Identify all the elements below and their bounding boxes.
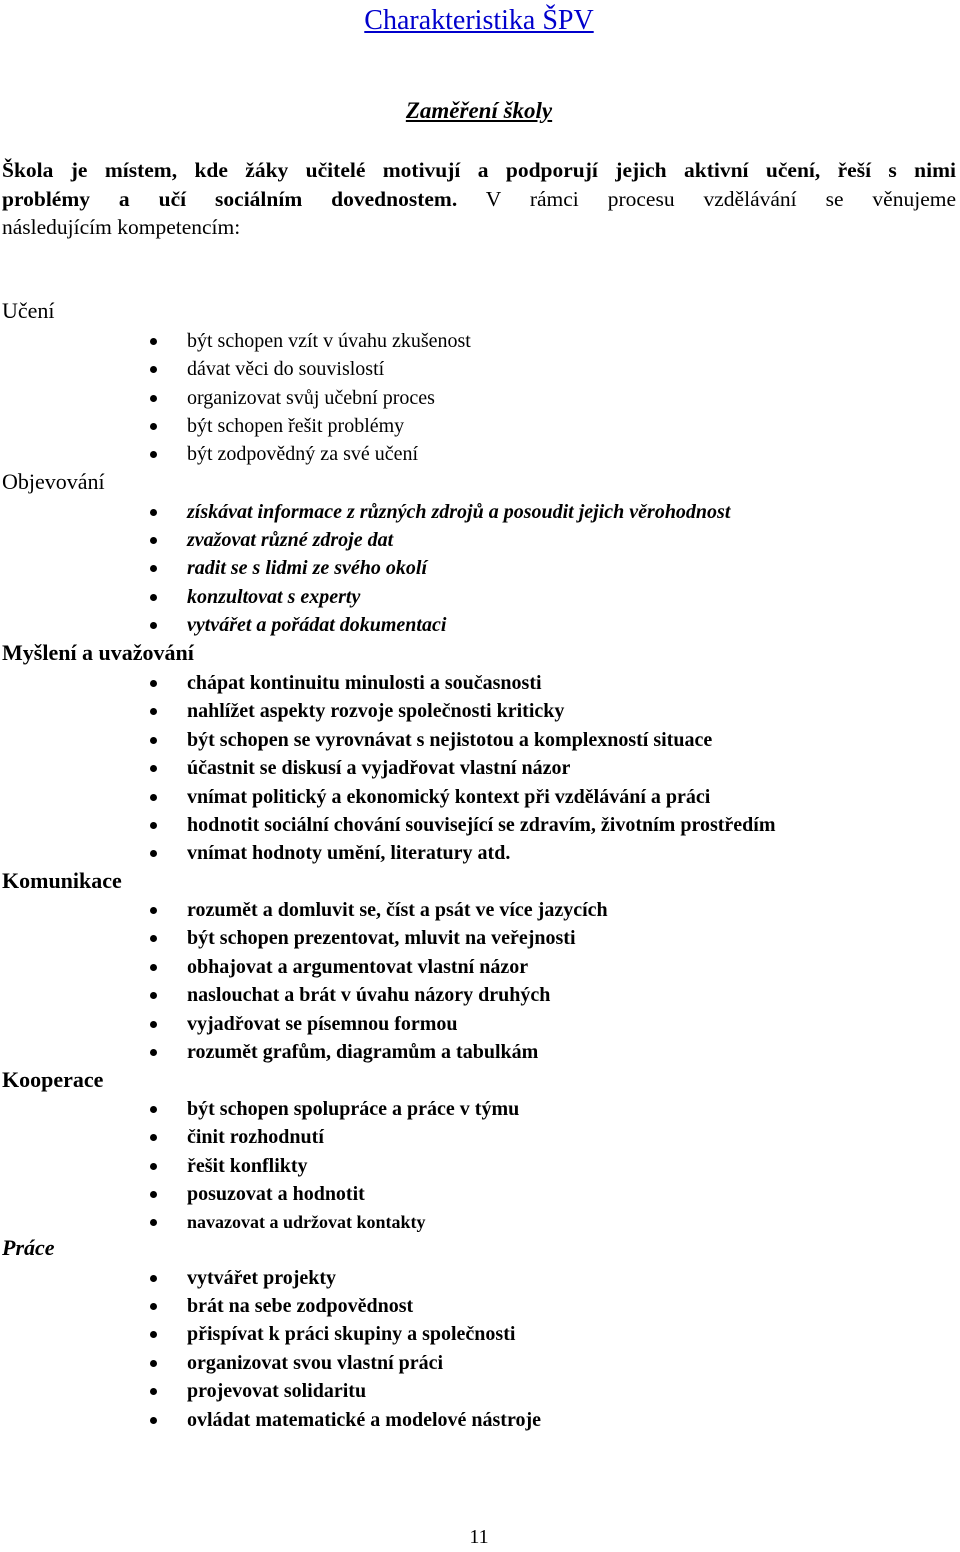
bullet-icon (150, 423, 157, 430)
bullet-icon (150, 992, 157, 999)
bullet-icon (150, 1388, 157, 1395)
bullet-icon (150, 366, 157, 373)
bullet-icon (150, 509, 157, 516)
bullet-icon (150, 964, 157, 971)
bullet-icon (150, 1303, 157, 1310)
bullet-icon (150, 737, 157, 744)
bullet-icon (150, 1331, 157, 1338)
bullet-icon (150, 1360, 157, 1367)
bullet-icon (150, 537, 157, 544)
bullet-icon (150, 338, 157, 345)
bullet-icon (150, 708, 157, 715)
page-number: 11 (469, 1526, 489, 1548)
bullet-icon (150, 680, 157, 687)
bullet-icon (150, 765, 157, 772)
heading-mysleni: Myšlení a uvažování (2, 640, 194, 665)
bullet-icon (150, 594, 157, 601)
bullet-icon (150, 395, 157, 402)
bullet-icon (150, 935, 157, 942)
bullet-icon (150, 1163, 157, 1170)
intro-line-regular-part: V rámci procesu vzdělávání se věnujeme (457, 186, 956, 211)
heading-prace: Práce (2, 1235, 55, 1260)
bullet-icon (150, 850, 157, 857)
bullet-icon (150, 1219, 157, 1226)
bullet-icon (150, 1021, 157, 1028)
bullet-icon (150, 1191, 157, 1198)
bullet-icon (150, 1417, 157, 1424)
bullet-icon (150, 451, 157, 458)
heading-komunikace: Komunikace (2, 868, 122, 893)
intro-line (2, 185, 956, 214)
section-subtitle: Zaměření školy (405, 98, 553, 123)
bullet-icon (150, 1275, 157, 1282)
heading-objevovani: Objevování (2, 469, 105, 494)
bullet-icon (150, 622, 157, 629)
bullet-icon (150, 907, 157, 914)
heading-uceni: Učení (2, 298, 55, 323)
intro-line: následujícím kompetencím: (2, 215, 241, 239)
bullet-icon (150, 565, 157, 572)
intro-paragraph (2, 156, 956, 242)
page-title: Charakteristika ŠPV (364, 5, 594, 36)
bullet-icon (150, 1106, 157, 1113)
bullet-icon (150, 1134, 157, 1141)
intro-line-bold-part: problémy a učí sociálním dovednostem. (2, 186, 458, 211)
bullet-icon (150, 1049, 157, 1056)
heading-kooperace: Kooperace (2, 1067, 104, 1092)
bullet-icon (150, 822, 157, 829)
intro-line: Škola je místem, kde žáky učitelé motivují a podporují jejich aktivní učení, řeší s nimi (2, 158, 956, 182)
bullet-icon (150, 794, 157, 801)
